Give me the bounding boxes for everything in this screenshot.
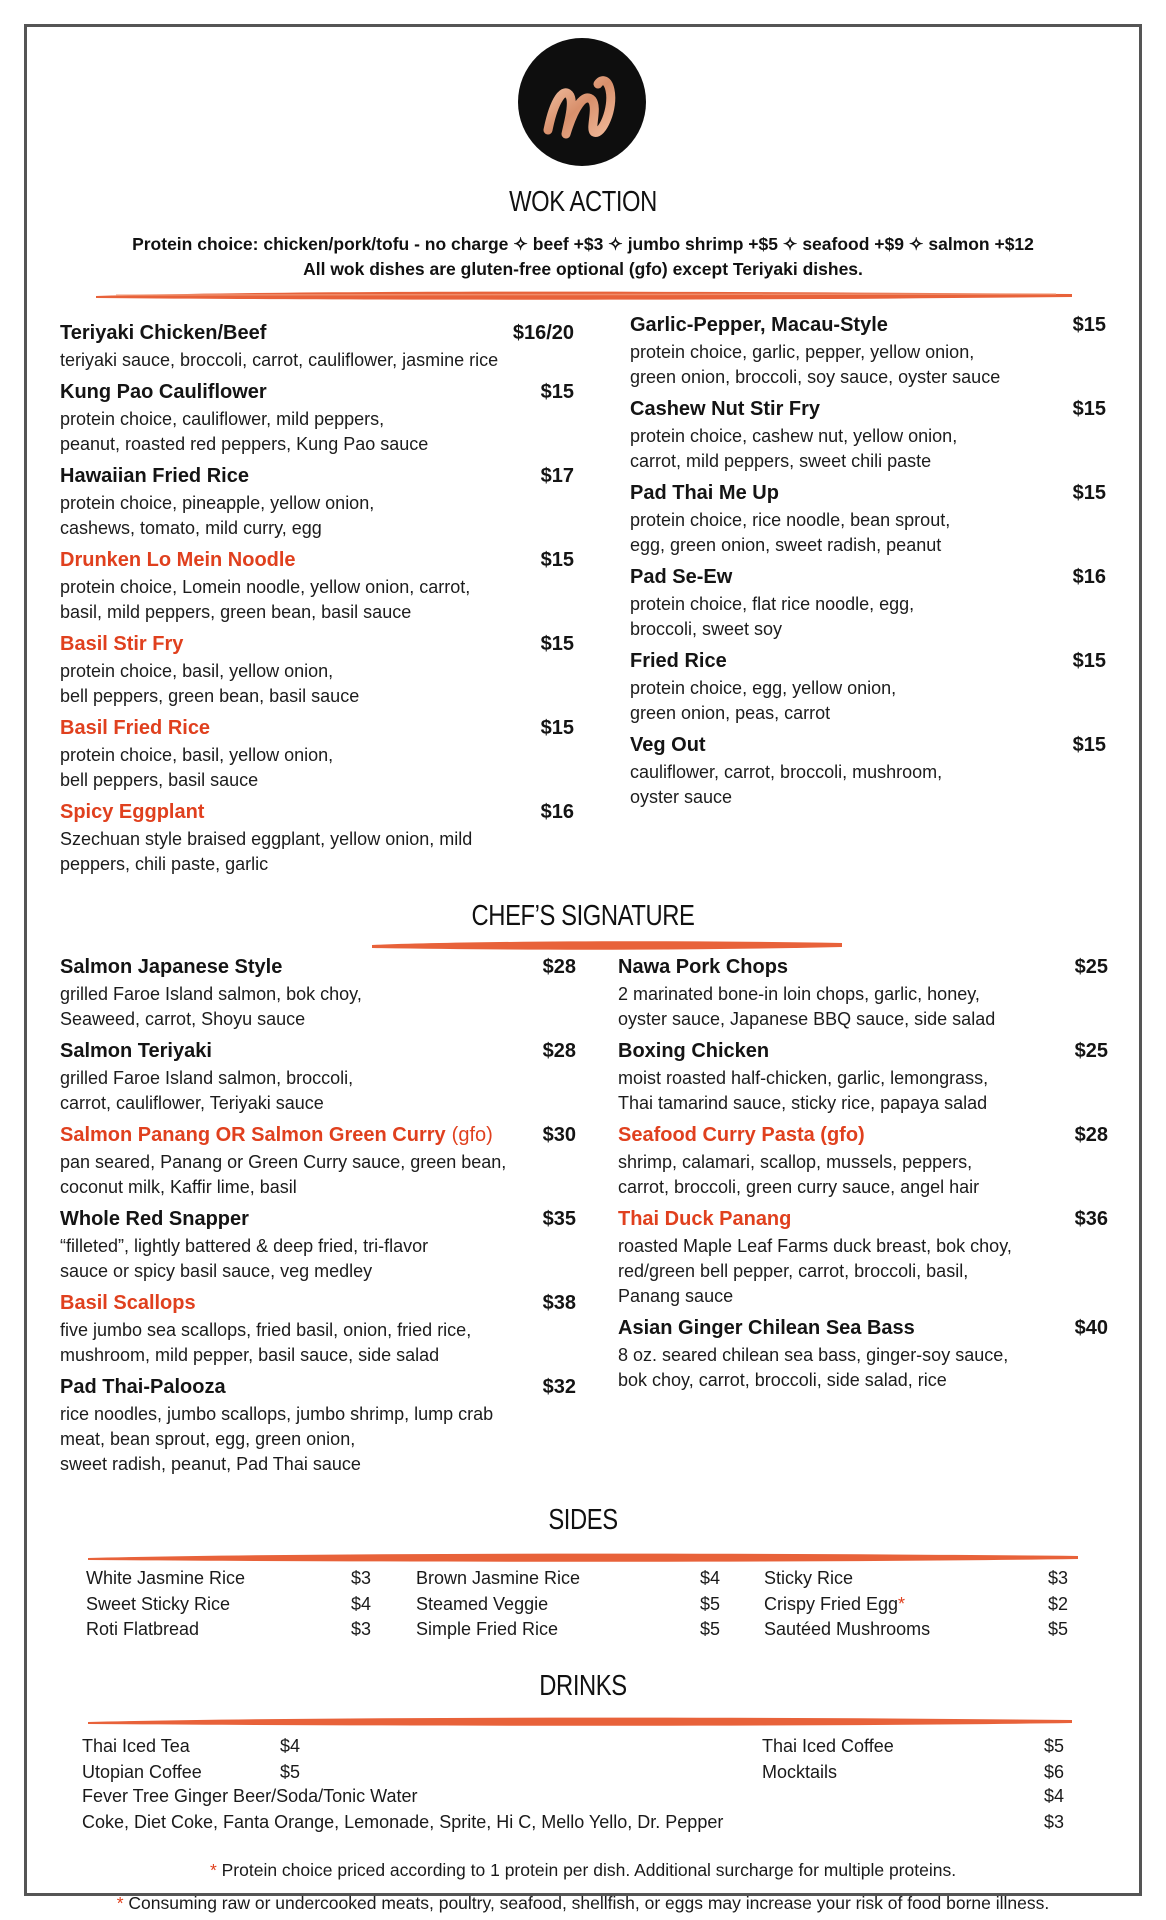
item-name-text: Pad Se-Ew: [630, 566, 733, 588]
drink-item-price: $5: [279, 1761, 300, 1782]
side-item-label: Sticky Rice: [764, 1568, 854, 1588]
item-name: [630, 566, 732, 589]
menu-item: [60, 801, 574, 877]
nw-monogram-icon: [518, 38, 646, 166]
item-name: [60, 1208, 249, 1231]
item-name-text: Hawaiian Fried Rice: [60, 465, 249, 487]
item-name-text: Pad Thai Me Up: [630, 482, 779, 504]
item-description: protein choice, basil, yellow onion, bell peppers, basil sauce: [60, 745, 334, 790]
item-price: $15: [540, 717, 574, 739]
side-item-price: $5: [699, 1619, 720, 1639]
item-price: $25: [1074, 1040, 1108, 1062]
section-title-wok: WOK ACTION: [509, 186, 657, 218]
item-description: rice noodles, jumbo scallops, jumbo shrimp, lump crab meat, bean sprout, egg, green onion, sweet radish, peanut, Pad Thai sauce: [60, 1404, 494, 1474]
brush-divider: [88, 1714, 1072, 1728]
menu-item: [630, 482, 1106, 558]
item-name-text: Garlic-Pepper, Macau-Style: [630, 314, 888, 336]
item-name: [630, 398, 820, 421]
side-item-label: White Jasmine Rice: [86, 1568, 246, 1588]
menu-item: [618, 1208, 1108, 1309]
drink-item-label: Fever Tree Ginger Beer/Soda/Tonic Water: [82, 1786, 418, 1806]
item-name: [60, 1292, 196, 1315]
side-item-label: Crispy Fried Egg: [764, 1593, 899, 1614]
section-title-chef: CHEF’S SIGNATURE: [471, 900, 695, 932]
drink-item: [82, 1784, 1064, 1810]
item-price: $32: [542, 1376, 576, 1398]
item-name-text: Basil Scallops: [60, 1292, 196, 1314]
drink-item: [762, 1760, 1064, 1786]
item-price: $38: [542, 1292, 576, 1314]
item-description: protein choice, rice noodle, bean sprout, egg, green onion, sweet radish, peanut: [630, 510, 951, 555]
item-description: shrimp, calamari, scallop, mussels, peppers, carrot, broccoli, green curry sauce, angel hair: [618, 1152, 980, 1197]
item-name: [60, 549, 296, 572]
item-description: protein choice, flat rice noodle, egg, broccoli, sweet soy: [630, 594, 915, 639]
menu-item: [618, 1040, 1108, 1116]
item-name: [60, 381, 267, 404]
side-item-name: [416, 1592, 548, 1618]
item-description: five jumbo sea scallops, fried basil, onion, fried rice, mushroom, mild pepper, basil sauce, side salad: [60, 1320, 472, 1365]
gf-note: All wok dishes are gluten-free optional (gfo) except Teriyaki dishes.: [303, 259, 863, 279]
item-name: [618, 1124, 865, 1147]
side-item-label: Roti Flatbread: [86, 1619, 200, 1639]
item-name: [618, 956, 788, 979]
drinks-right-pairs: [762, 1734, 1064, 1785]
menu-item: [60, 322, 574, 373]
drink-item-name: [762, 1760, 837, 1786]
item-price: $36: [1074, 1208, 1108, 1230]
item-description: Szechuan style braised eggplant, yellow onion, mild peppers, chili paste, garlic: [60, 829, 473, 874]
menu-item: [630, 314, 1106, 390]
menu-item: [60, 1208, 576, 1284]
menu-item: [630, 566, 1106, 642]
drink-item-label: Thai Iced Tea: [82, 1736, 190, 1756]
item-name-text: Cashew Nut Stir Fry: [630, 398, 821, 420]
item-name: [60, 717, 210, 740]
item-description: “filleted”, lightly battered & deep fried, tri-flavor sauce or spicy basil sauce, veg medley: [60, 1236, 429, 1281]
item-price: $15: [1072, 482, 1106, 504]
item-description: protein choice, basil, yellow onion, bell peppers, green bean, basil sauce: [60, 661, 360, 706]
item-name-text: Whole Red Snapper: [60, 1208, 249, 1230]
drinks-wide-list: [82, 1784, 1064, 1835]
item-price: $25: [1074, 956, 1108, 978]
item-price: $15: [540, 633, 574, 655]
item-description: 2 marinated bone-in loin chops, garlic, honey, oyster sauce, Japanese BBQ sauce, side salad: [618, 984, 996, 1029]
item-name-text: Asian Ginger Chilean Sea Bass: [618, 1317, 915, 1339]
menu-item: [618, 956, 1108, 1032]
item-description: moist roasted half-chicken, garlic, lemongrass, Thai tamarind sauce, sticky rice, papaya salad: [618, 1068, 989, 1113]
item-name: [60, 1376, 226, 1399]
side-item-label: Brown Jasmine Rice: [416, 1568, 581, 1588]
item-price: $30: [542, 1124, 576, 1146]
item-name-text: Salmon Teriyaki: [60, 1040, 212, 1062]
chef-left-column: [60, 956, 576, 1485]
side-item-label: Steamed Veggie: [416, 1593, 549, 1614]
footnote-protein-text: Protein choice priced according to 1 protein per dish. Additional surcharge for multiple proteins.: [221, 1860, 957, 1880]
item-name: [60, 1124, 493, 1147]
side-item-price: $5: [1047, 1619, 1068, 1639]
menu-item: [618, 1124, 1108, 1200]
item-name: [60, 322, 266, 345]
side-item: [416, 1566, 720, 1592]
side-item: [764, 1617, 1068, 1643]
drink-item-price: $3: [1043, 1811, 1064, 1832]
side-item-name: [416, 1566, 580, 1592]
item-description: protein choice, cauliflower, mild peppers, peanut, roasted red peppers, Kung Pao sauce: [60, 409, 429, 454]
side-item: [86, 1592, 371, 1618]
drink-item: [82, 1760, 300, 1786]
item-name: [60, 465, 249, 488]
item-name-text: Drunken Lo Mein Noodle: [60, 549, 296, 571]
side-item-price: $4: [350, 1593, 371, 1614]
menu-item: [60, 633, 574, 709]
side-item-price: $3: [1047, 1568, 1068, 1588]
item-price: $15: [540, 549, 574, 571]
item-name: [60, 633, 183, 656]
drink-item-label: Mocktails: [762, 1761, 838, 1782]
item-name-text: Pad Thai-Palooza: [60, 1376, 226, 1398]
item-description: 8 oz. seared chilean sea bass, ginger-soy sauce, bok choy, carrot, broccoli, side salad, rice: [618, 1345, 1009, 1390]
side-item-name: [764, 1592, 905, 1618]
side-item-name: [86, 1617, 199, 1643]
item-name: [60, 801, 204, 824]
item-name: [618, 1040, 769, 1063]
side-item: [86, 1566, 371, 1592]
item-description: pan seared, Panang or Green Curry sauce, green bean, coconut milk, Kaffir lime, basil: [60, 1152, 507, 1197]
side-item-name: [86, 1566, 245, 1592]
item-name: [618, 1317, 915, 1340]
menu-item: [60, 465, 574, 541]
item-name: [618, 1208, 791, 1231]
item-price: $15: [1072, 314, 1106, 336]
menu-item: [60, 381, 574, 457]
side-item: [764, 1592, 1068, 1618]
menu-item: [60, 1040, 576, 1116]
footnote-star: *: [209, 1860, 217, 1880]
item-price: $40: [1074, 1317, 1108, 1339]
item-name: [630, 734, 706, 757]
drink-item-price: $4: [1043, 1786, 1064, 1806]
drink-item-price: $6: [1043, 1761, 1064, 1782]
protein-note: Protein choice: chicken/pork/tofu - no charge ✧ beef +$3 ✧ jumbo shrimp +$5 ✧ seafood +$9 ✧ salmon +$12: [132, 234, 1034, 254]
sides-column-3: [764, 1566, 1068, 1643]
menu-item: [630, 650, 1106, 726]
footnote-raw-text: Consuming raw or undercooked meats, poultry, seafood, shellfish, or eggs may increase your risk of food borne illness.: [128, 1893, 1050, 1913]
item-name: [630, 650, 727, 673]
side-item-price: $4: [699, 1568, 720, 1588]
side-item-price: $2: [1047, 1593, 1068, 1614]
menu-item: [630, 734, 1106, 810]
side-item-name: [86, 1592, 230, 1618]
sides-column-1: [86, 1566, 371, 1643]
drink-item-name: [82, 1810, 723, 1836]
drink-item-price: $5: [1043, 1736, 1064, 1756]
item-description: protein choice, cashew nut, yellow onion, carrot, mild peppers, sweet chili paste: [630, 426, 958, 471]
menu-item: [60, 956, 576, 1032]
menu-item: [60, 1376, 576, 1477]
drink-item-name: [762, 1734, 894, 1760]
brush-divider: [372, 938, 842, 952]
item-name: [60, 956, 282, 979]
side-item-name: [764, 1566, 853, 1592]
side-item-label: Simple Fried Rice: [416, 1619, 559, 1639]
side-item: [764, 1566, 1068, 1592]
wok-right-column: [630, 314, 1106, 818]
brush-divider: [96, 288, 1072, 302]
item-description: cauliflower, carrot, broccoli, mushroom, oyster sauce: [630, 762, 943, 807]
item-description: protein choice, Lomein noodle, yellow onion, carrot, basil, mild peppers, green bean, basil sauce: [60, 577, 471, 622]
item-description: teriyaki sauce, broccoli, carrot, cauliflower, jasmine rice: [60, 350, 499, 370]
item-price: $16/20: [512, 322, 574, 344]
menu-item: [60, 717, 574, 793]
item-name-text: Salmon Japanese Style: [60, 956, 283, 978]
item-price: $28: [1074, 1124, 1108, 1146]
menu-item: [60, 549, 574, 625]
drink-item-name: [82, 1784, 417, 1810]
section-title-drinks: DRINKS: [539, 1670, 627, 1702]
item-name-text: Thai Duck Panang: [618, 1208, 792, 1230]
item-price: $35: [542, 1208, 576, 1230]
item-price: $15: [1072, 734, 1106, 756]
asterisk: *: [898, 1593, 906, 1614]
item-name-text: Salmon Panang OR Salmon Green Curry: [60, 1124, 446, 1146]
side-item-label: Sautéed Mushrooms: [764, 1619, 931, 1639]
item-name-text: Seafood Curry Pasta (gfo): [618, 1124, 865, 1146]
item-price: $15: [540, 381, 574, 403]
side-item-price: $3: [350, 1619, 371, 1639]
item-name: [630, 314, 888, 337]
drink-item: [82, 1810, 1064, 1836]
item-name-text: Fried Rice: [630, 650, 727, 672]
drink-item-name: [82, 1760, 202, 1786]
item-name-text: Kung Pao Cauliflower: [60, 381, 267, 403]
item-name: [60, 1040, 212, 1063]
item-price: $16: [1072, 566, 1106, 588]
item-name-text: Nawa Pork Chops: [618, 956, 789, 978]
side-item: [86, 1617, 371, 1643]
item-price: $28: [542, 1040, 576, 1062]
side-item-name: [764, 1617, 930, 1643]
side-item-price: $5: [699, 1593, 720, 1614]
item-name-text: Spicy Eggplant: [60, 801, 205, 823]
drink-item-label: Utopian Coffee: [82, 1761, 202, 1782]
menu-item: [60, 1124, 576, 1200]
menu-item: [60, 1292, 576, 1368]
item-description: roasted Maple Leaf Farms duck breast, bok choy, red/green bell pepper, carrot, broccoli, basil, Panang sauce: [618, 1236, 1012, 1306]
item-description: protein choice, pineapple, yellow onion, cashews, tomato, mild curry, egg: [60, 493, 375, 538]
menu-item: [618, 1317, 1108, 1393]
side-item-name: [416, 1617, 558, 1643]
item-description: protein choice, garlic, pepper, yellow onion, green onion, broccoli, soy sauce, oyster sauce: [630, 342, 1001, 387]
drinks-left-pairs: [82, 1734, 300, 1785]
item-price: $28: [542, 956, 576, 978]
drink-item-label: Coke, Diet Coke, Fanta Orange, Lemonade, Sprite, Hi C, Mello Yello, Dr. Pepper: [82, 1811, 724, 1832]
side-item-price: $3: [350, 1568, 371, 1588]
item-name-text: Teriyaki Chicken/Beef: [60, 322, 267, 344]
item-name-text: Veg Out: [630, 734, 706, 756]
item-price: $15: [1072, 650, 1106, 672]
drink-item: [762, 1734, 1064, 1760]
item-price: $17: [540, 465, 574, 487]
sides-column-2: [416, 1566, 720, 1643]
side-item: [416, 1592, 720, 1618]
side-item-label: Sweet Sticky Rice: [86, 1593, 231, 1614]
item-price: $15: [1072, 398, 1106, 420]
footnote-raw: [0, 1893, 1166, 1914]
item-price: $16: [540, 801, 574, 823]
drink-item-price: $4: [279, 1736, 300, 1756]
item-name: [630, 482, 779, 505]
drink-item-label: Thai Iced Coffee: [762, 1736, 894, 1756]
wok-left-column: [60, 322, 574, 885]
item-description: protein choice, egg, yellow onion, green onion, peas, carrot: [630, 678, 897, 723]
gfo-tag: (gfo): [451, 1124, 493, 1146]
item-name-text: Basil Fried Rice: [60, 717, 211, 739]
item-name-text: Boxing Chicken: [618, 1040, 770, 1062]
menu-item: [630, 398, 1106, 474]
chef-right-column: [618, 956, 1108, 1401]
item-name-text: Basil Stir Fry: [60, 633, 184, 655]
drink-item-name: [82, 1734, 190, 1760]
item-description: grilled Faroe Island salmon, bok choy, Seaweed, carrot, Shoyu sauce: [60, 984, 362, 1029]
footnote-protein: [0, 1860, 1166, 1881]
section-title-sides: SIDES: [548, 1504, 618, 1536]
item-description: grilled Faroe Island salmon, broccoli, carrot, cauliflower, Teriyaki sauce: [60, 1068, 354, 1113]
side-item: [416, 1617, 720, 1643]
logo: [518, 38, 646, 166]
drink-item: [82, 1734, 300, 1760]
brush-divider: [88, 1550, 1078, 1564]
footnote-star: *: [116, 1893, 124, 1913]
